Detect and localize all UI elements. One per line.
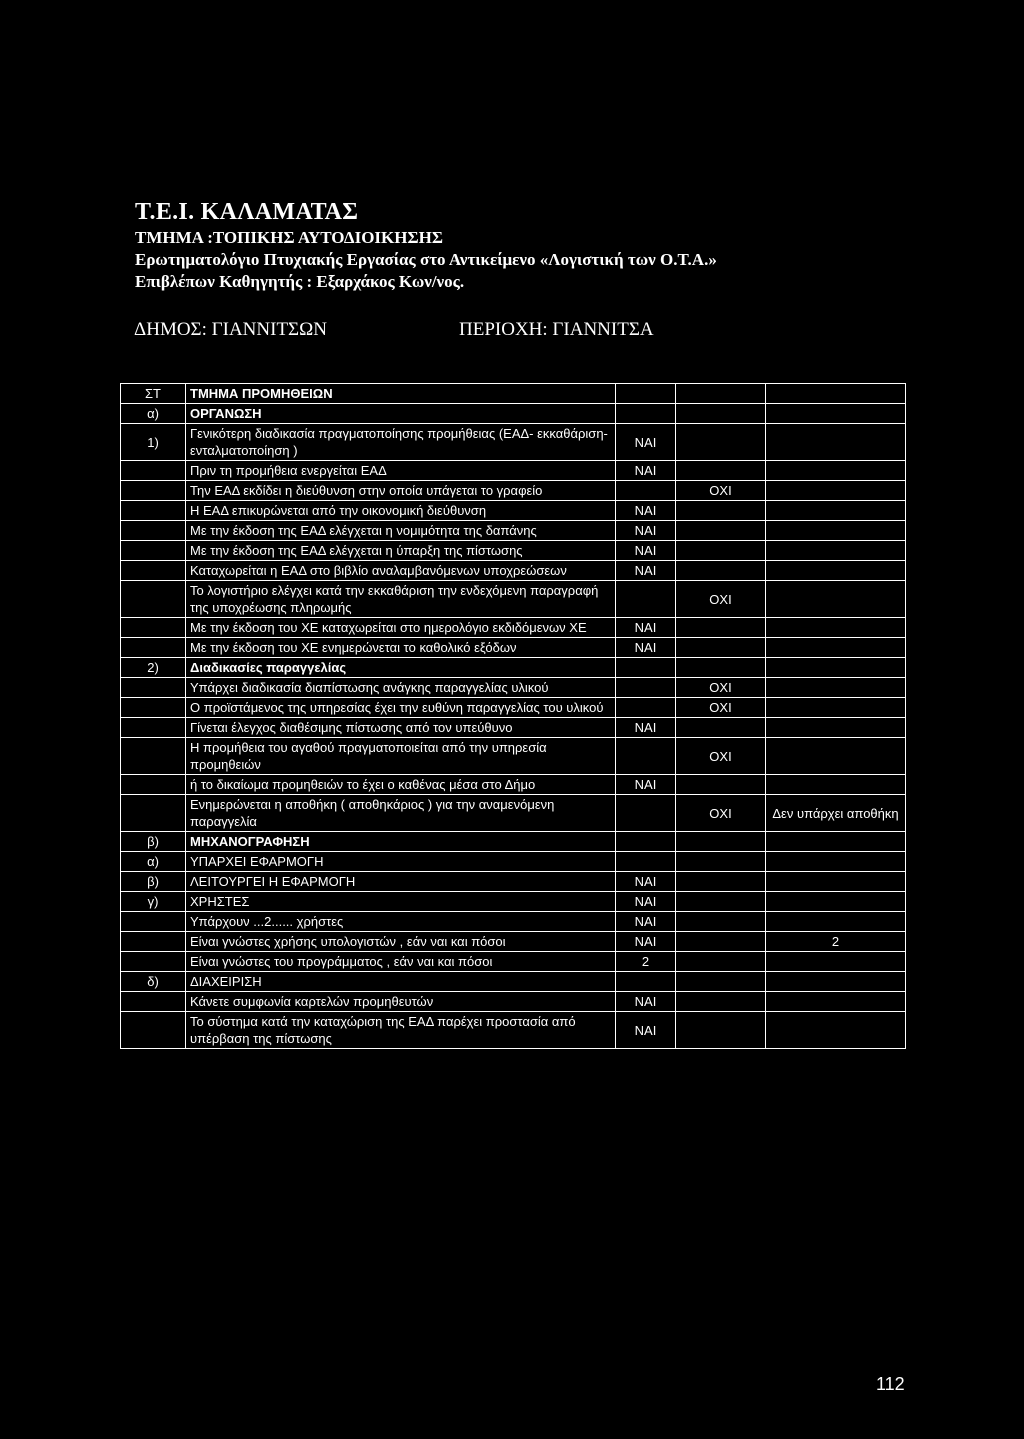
row-note [766, 1012, 906, 1049]
row-number [121, 461, 186, 481]
table-row [121, 892, 906, 912]
row-number: α) [121, 404, 186, 424]
row-note [766, 972, 906, 992]
row-answer-no [676, 384, 766, 404]
row-answer-yes [616, 404, 676, 424]
row-note [766, 521, 906, 541]
row-answer-yes [616, 658, 676, 678]
row-note [766, 658, 906, 678]
table-row [121, 738, 906, 775]
row-number: δ) [121, 972, 186, 992]
row-note [766, 775, 906, 795]
table-row [121, 992, 906, 1012]
row-question: ΥΠΑΡΧΕΙ ΕΦΑΡΜΟΓΗ [186, 852, 616, 872]
row-answer-no: ΟΧΙ [676, 738, 766, 775]
row-number [121, 481, 186, 501]
table-row [121, 384, 906, 404]
row-number [121, 932, 186, 952]
row-number [121, 698, 186, 718]
table-row [121, 501, 906, 521]
row-answer-yes [616, 481, 676, 501]
page-number: 112 [876, 1374, 905, 1394]
row-number [121, 738, 186, 775]
row-question: ΔΙΑΧΕΙΡΙΣΗ [186, 972, 616, 992]
row-question: Γίνεται έλεγχος διαθέσιμης πίστωσης από τον υπεύθυνο [186, 718, 616, 738]
row-question: Ενημερώνεται η αποθήκη ( αποθηκάριος ) για την αναμενόμενη παραγγελία [186, 795, 616, 832]
row-number [121, 581, 186, 618]
row-number [121, 1012, 186, 1049]
row-answer-yes [616, 678, 676, 698]
table-row [121, 541, 906, 561]
row-answer-no [676, 1012, 766, 1049]
row-question: Είναι γνώστες χρήσης υπολογιστών , εάν ναι και πόσοι [186, 932, 616, 952]
row-number [121, 541, 186, 561]
document-header [135, 197, 717, 293]
table-row [121, 718, 906, 738]
row-number: 2) [121, 658, 186, 678]
row-note [766, 678, 906, 698]
row-answer-yes: ΝΑΙ [616, 618, 676, 638]
supervisor-line: Επιβλέπων Καθηγητής : Εξαρχάκος Κων/νος. [135, 272, 465, 291]
row-answer-no [676, 638, 766, 658]
municipality-label: ΔΗΜΟΣ: ΓΙΑΝΝΙΤΣΩΝ [134, 319, 327, 340]
table-row [121, 618, 906, 638]
row-number [121, 521, 186, 541]
row-note [766, 581, 906, 618]
row-answer-yes: ΝΑΙ [616, 461, 676, 481]
row-answer-yes: ΝΑΙ [616, 912, 676, 932]
row-answer-yes: ΝΑΙ [616, 992, 676, 1012]
row-answer-no: ΟΧΙ [676, 581, 766, 618]
row-number [121, 561, 186, 581]
row-answer-no [676, 952, 766, 972]
table-row [121, 581, 906, 618]
row-question: Πριν τη προμήθεια ενεργείται ΕΑΔ [186, 461, 616, 481]
row-note [766, 698, 906, 718]
row-answer-yes [616, 384, 676, 404]
row-answer-yes: ΝΑΙ [616, 932, 676, 952]
row-question: ΧΡΗΣΤΕΣ [186, 892, 616, 912]
row-answer-no [676, 424, 766, 461]
row-note: Δεν υπάρχει αποθήκη [766, 795, 906, 832]
table-row [121, 678, 906, 698]
row-note [766, 952, 906, 972]
row-answer-yes: ΝΑΙ [616, 1012, 676, 1049]
row-answer-yes: ΝΑΙ [616, 521, 676, 541]
row-answer-no [676, 561, 766, 581]
row-answer-yes: ΝΑΙ [616, 718, 676, 738]
row-note [766, 501, 906, 521]
row-answer-no [676, 658, 766, 678]
row-question: ή το δικαίωμα προμηθειών το έχει ο καθένας μέσα στο Δήμο [186, 775, 616, 795]
row-number: β) [121, 832, 186, 852]
row-answer-yes: ΝΑΙ [616, 561, 676, 581]
row-answer-no [676, 832, 766, 852]
row-note [766, 561, 906, 581]
row-note [766, 424, 906, 461]
row-question: Κάνετε συμφωνία καρτελών προμηθευτών [186, 992, 616, 1012]
table-row [121, 561, 906, 581]
row-question: Με την έκδοση της ΕΑΔ ελέγχεται η ύπαρξη της πίστωσης [186, 541, 616, 561]
row-question: Ο προϊστάμενος της υπηρεσίας έχει την ευθύνη παραγγελίας του υλικού [186, 698, 616, 718]
row-note [766, 912, 906, 932]
row-note [766, 541, 906, 561]
row-note: 2 [766, 932, 906, 952]
row-note [766, 852, 906, 872]
table-row [121, 952, 906, 972]
table-row [121, 424, 906, 461]
table-row [121, 658, 906, 678]
row-number: ΣΤ [121, 384, 186, 404]
row-answer-no [676, 932, 766, 952]
row-answer-no [676, 912, 766, 932]
row-note [766, 832, 906, 852]
table-row [121, 775, 906, 795]
row-question: Είναι γνώστες του προγράμματος , εάν ναι και πόσοι [186, 952, 616, 972]
row-answer-no: ΟΧΙ [676, 698, 766, 718]
row-answer-yes [616, 852, 676, 872]
row-number [121, 501, 186, 521]
table-row [121, 932, 906, 952]
questionnaire-subject: Ερωτηματολόγιο Πτυχιακής Εργασίας στο Αντικείμενο «Λογιστική των Ο.Τ.Α.» [135, 250, 717, 269]
row-answer-yes: 2 [616, 952, 676, 972]
row-answer-yes: ΝΑΙ [616, 638, 676, 658]
row-number: α) [121, 852, 186, 872]
table-row [121, 638, 906, 658]
row-answer-no: ΟΧΙ [676, 481, 766, 501]
row-number: β) [121, 872, 186, 892]
table-row [121, 698, 906, 718]
table-row [121, 1012, 906, 1049]
row-note [766, 638, 906, 658]
row-answer-no [676, 775, 766, 795]
row-number [121, 952, 186, 972]
row-note [766, 461, 906, 481]
row-answer-yes [616, 832, 676, 852]
row-question: Υπάρχει διαδικασία διαπίστωσης ανάγκης παραγγελίας υλικού [186, 678, 616, 698]
row-question: Η ΕΑΔ επικυρώνεται από την οικονομική διεύθυνση [186, 501, 616, 521]
row-note [766, 892, 906, 912]
row-question: Με την έκδοση της ΕΑΔ ελέγχεται η νομιμότητα της δαπάνης [186, 521, 616, 541]
row-answer-no [676, 501, 766, 521]
row-number [121, 775, 186, 795]
row-answer-yes [616, 738, 676, 775]
row-answer-yes: ΝΑΙ [616, 541, 676, 561]
row-answer-no [676, 541, 766, 561]
row-number [121, 718, 186, 738]
row-question: Την ΕΑΔ εκδίδει η διεύθυνση στην οποία υπάγεται το γραφείο [186, 481, 616, 501]
row-answer-no [676, 404, 766, 424]
table-row [121, 521, 906, 541]
row-answer-yes: ΝΑΙ [616, 775, 676, 795]
table-row [121, 972, 906, 992]
row-question: ΜΗΧΑΝΟΓΡΑΦΗΣΗ [186, 832, 616, 852]
row-note [766, 384, 906, 404]
table-row [121, 872, 906, 892]
row-answer-no [676, 461, 766, 481]
row-answer-yes [616, 972, 676, 992]
table-row [121, 912, 906, 932]
table-row [121, 481, 906, 501]
table-row [121, 404, 906, 424]
row-answer-no [676, 872, 766, 892]
row-note [766, 872, 906, 892]
row-number [121, 912, 186, 932]
row-answer-no [676, 618, 766, 638]
row-answer-yes: ΝΑΙ [616, 424, 676, 461]
row-question: ΤΜΗΜΑ ΠΡΟΜΗΘΕΙΩΝ [186, 384, 616, 404]
row-note [766, 738, 906, 775]
row-question: Το σύστημα κατά την καταχώριση της ΕΑΔ παρέχει προστασία από υπέρβαση της πίστωσης [186, 1012, 616, 1049]
department-title: ΤΜΗΜΑ :ΤΟΠΙΚΗΣ ΑΥΤΟΔΙΟΙΚΗΣΗΣ [135, 228, 443, 247]
row-question: ΛΕΙΤΟΥΡΓΕΙ Η ΕΦΑΡΜΟΓΗ [186, 872, 616, 892]
row-note [766, 718, 906, 738]
row-answer-yes: ΝΑΙ [616, 872, 676, 892]
row-answer-no [676, 852, 766, 872]
table-row [121, 832, 906, 852]
row-answer-no [676, 972, 766, 992]
table-row [121, 461, 906, 481]
row-answer-yes: ΝΑΙ [616, 892, 676, 912]
area-label: ΠΕΡΙΟΧΗ: ΓΙΑΝΝΙΤΣΑ [459, 319, 654, 340]
row-question: Διαδικασίες παραγγελίας [186, 658, 616, 678]
row-answer-yes [616, 698, 676, 718]
row-question: Με την έκδοση του ΧΕ ενημερώνεται το καθολικό εξόδων [186, 638, 616, 658]
row-answer-no [676, 992, 766, 1012]
row-number: 1) [121, 424, 186, 461]
row-number [121, 678, 186, 698]
row-question: Γενικότερη διαδικασία πραγματοποίησης προμήθειας (ΕΑΔ- εκκαθάριση-ενταλματοποίηση ) [186, 424, 616, 461]
row-number: γ) [121, 892, 186, 912]
row-question: ΟΡΓΑΝΩΣΗ [186, 404, 616, 424]
row-answer-no: ΟΧΙ [676, 795, 766, 832]
row-answer-no: ΟΧΙ [676, 678, 766, 698]
institution-title: Τ.Ε.Ι. ΚΑΛΑΜΑΤΑΣ [135, 199, 359, 225]
row-note [766, 992, 906, 1012]
row-question: Με την έκδοση του ΧΕ καταχωρείται στο ημερολόγιο εκδιδόμενων ΧΕ [186, 618, 616, 638]
questionnaire-table [120, 383, 906, 1049]
row-question: Καταχωρείται η ΕΑΔ στο βιβλίο αναλαμβανόμενων υποχρεώσεων [186, 561, 616, 581]
row-number [121, 992, 186, 1012]
row-number [121, 795, 186, 832]
row-question: Το λογιστήριο ελέγχει κατά την εκκαθάριση την ενδεχόμενη παραγραφή της υποχρέωσης πληρωμής [186, 581, 616, 618]
row-answer-no [676, 521, 766, 541]
row-note [766, 481, 906, 501]
row-answer-no [676, 718, 766, 738]
row-question: Η προμήθεια του αγαθού πραγματοποιείται από την υπηρεσία προμηθειών [186, 738, 616, 775]
table-row [121, 852, 906, 872]
row-number [121, 618, 186, 638]
row-number [121, 638, 186, 658]
row-answer-yes: ΝΑΙ [616, 501, 676, 521]
row-answer-yes [616, 581, 676, 618]
row-note [766, 404, 906, 424]
row-answer-no [676, 892, 766, 912]
table-row [121, 795, 906, 832]
row-note [766, 618, 906, 638]
row-answer-yes [616, 795, 676, 832]
row-question: Υπάρχουν ...2...... χρήστες [186, 912, 616, 932]
